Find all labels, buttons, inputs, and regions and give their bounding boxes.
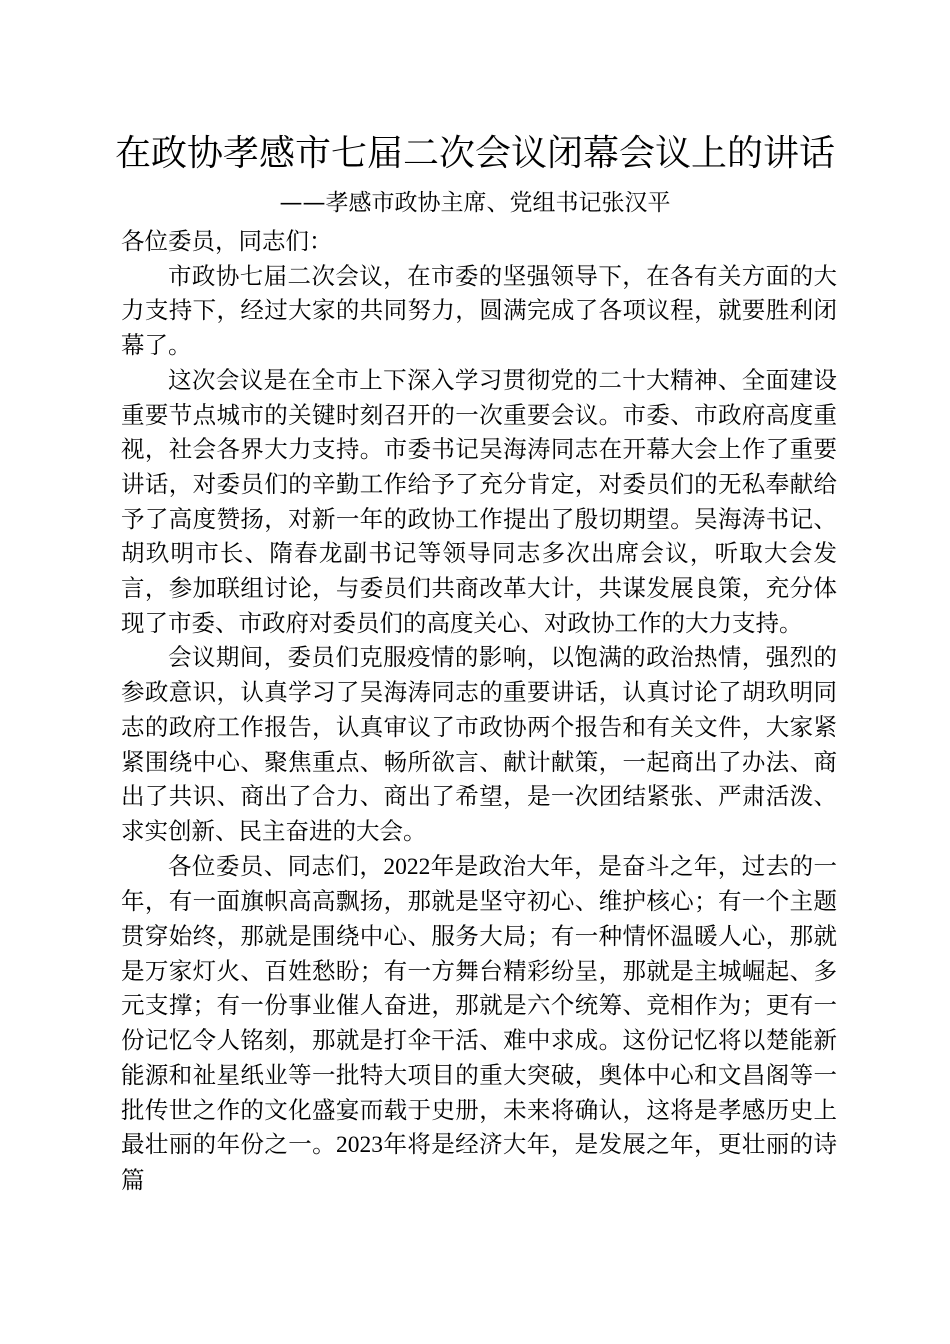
document-subtitle: ——孝感市政协主席、党组书记张汉平 xyxy=(279,190,671,216)
year-2023: 2023 xyxy=(336,1132,384,1159)
document-body xyxy=(121,224,837,1198)
paragraph-4 xyxy=(121,849,837,1198)
paragraph-2: 这次会议是在全市上下深入学习贯彻党的二十大精神、全面建设重要节点城市的关键时刻召开的一次重要会议。市委、市政府高度重视，社会各界大力支持。市委书记吴海涛同志在开幕大会上作了重要讲话，对委员们的辛勤工作给予了充分肯定，对委员们的无私奉献给予了高度赞扬，对新一年的政协工作提出了殷切期望。吴海涛书记、胡玖明市长、隋春龙副书记等领导同志多次出席会议，听取大会发言，参加联组讨论，与委员们共商改革大计，共谋发展良策，充分体现了市委、市政府对委员们的高度关心、对政协工作的大力支持。 xyxy=(121,365,837,637)
paragraph-1: 市政协七届二次会议，在市委的坚强领导下，在各有关方面的大力支持下，经过大家的共同努力，圆满完成了各项议程，就要胜利闭幕了。 xyxy=(121,261,837,360)
salutation: 各位委员，同志们： xyxy=(121,227,333,255)
paragraph-3: 会议期间，委员们克服疫情的影响，以饱满的政治热情，强烈的参政意识，认真学习了吴海涛同志的重要讲话，认真讨论了胡玖明同志的政府工作报告，认真审议了市政协两个报告和有关文件，大家紧紧围绕中心、聚焦重点、畅所欲言、献计献策，一起商出了办法、商出了共识、商出了合力、商出了希望，是一次团结紧张、严肃活泼、求实创新、民主奋进的大会。 xyxy=(121,643,837,845)
year-2022: 2022 xyxy=(383,853,431,880)
document-title: 在政协孝感市七届二次会议闭幕会议上的讲话 xyxy=(114,133,835,174)
paragraph-4-text-c: 年将是经济大年，是发展之年，更壮丽的诗篇 xyxy=(121,1130,838,1194)
paragraph-4-text-a: 各位委员、同志们， xyxy=(168,851,384,880)
paragraph-4-text-b: 年是政治大年，是奋斗之年，过去的一年，有一面旗帜高高飘扬，那就是坚守初心、维护核心；有一个主题贯穿始终，那就是围绕中心、服务大局；有一种情怀温暖人心，那就是万家灯火、百姓愁盼；有一方舞台精彩纷呈，那就是主城崛起、多元支撑；有一份事业催人奋进，那就是六个统筹、竞相作为；更有一份记忆令人铭刻，那就是打伞干活、难中求成。这份记忆将以楚能新能源和祉星纸业等一批特大项目的重大突破，奥体中心和文昌阁等一批传世之作的文化盛宴而载于史册，未来将确认，这将是孝感历史上最壮丽的年份之一。 xyxy=(121,851,838,1159)
